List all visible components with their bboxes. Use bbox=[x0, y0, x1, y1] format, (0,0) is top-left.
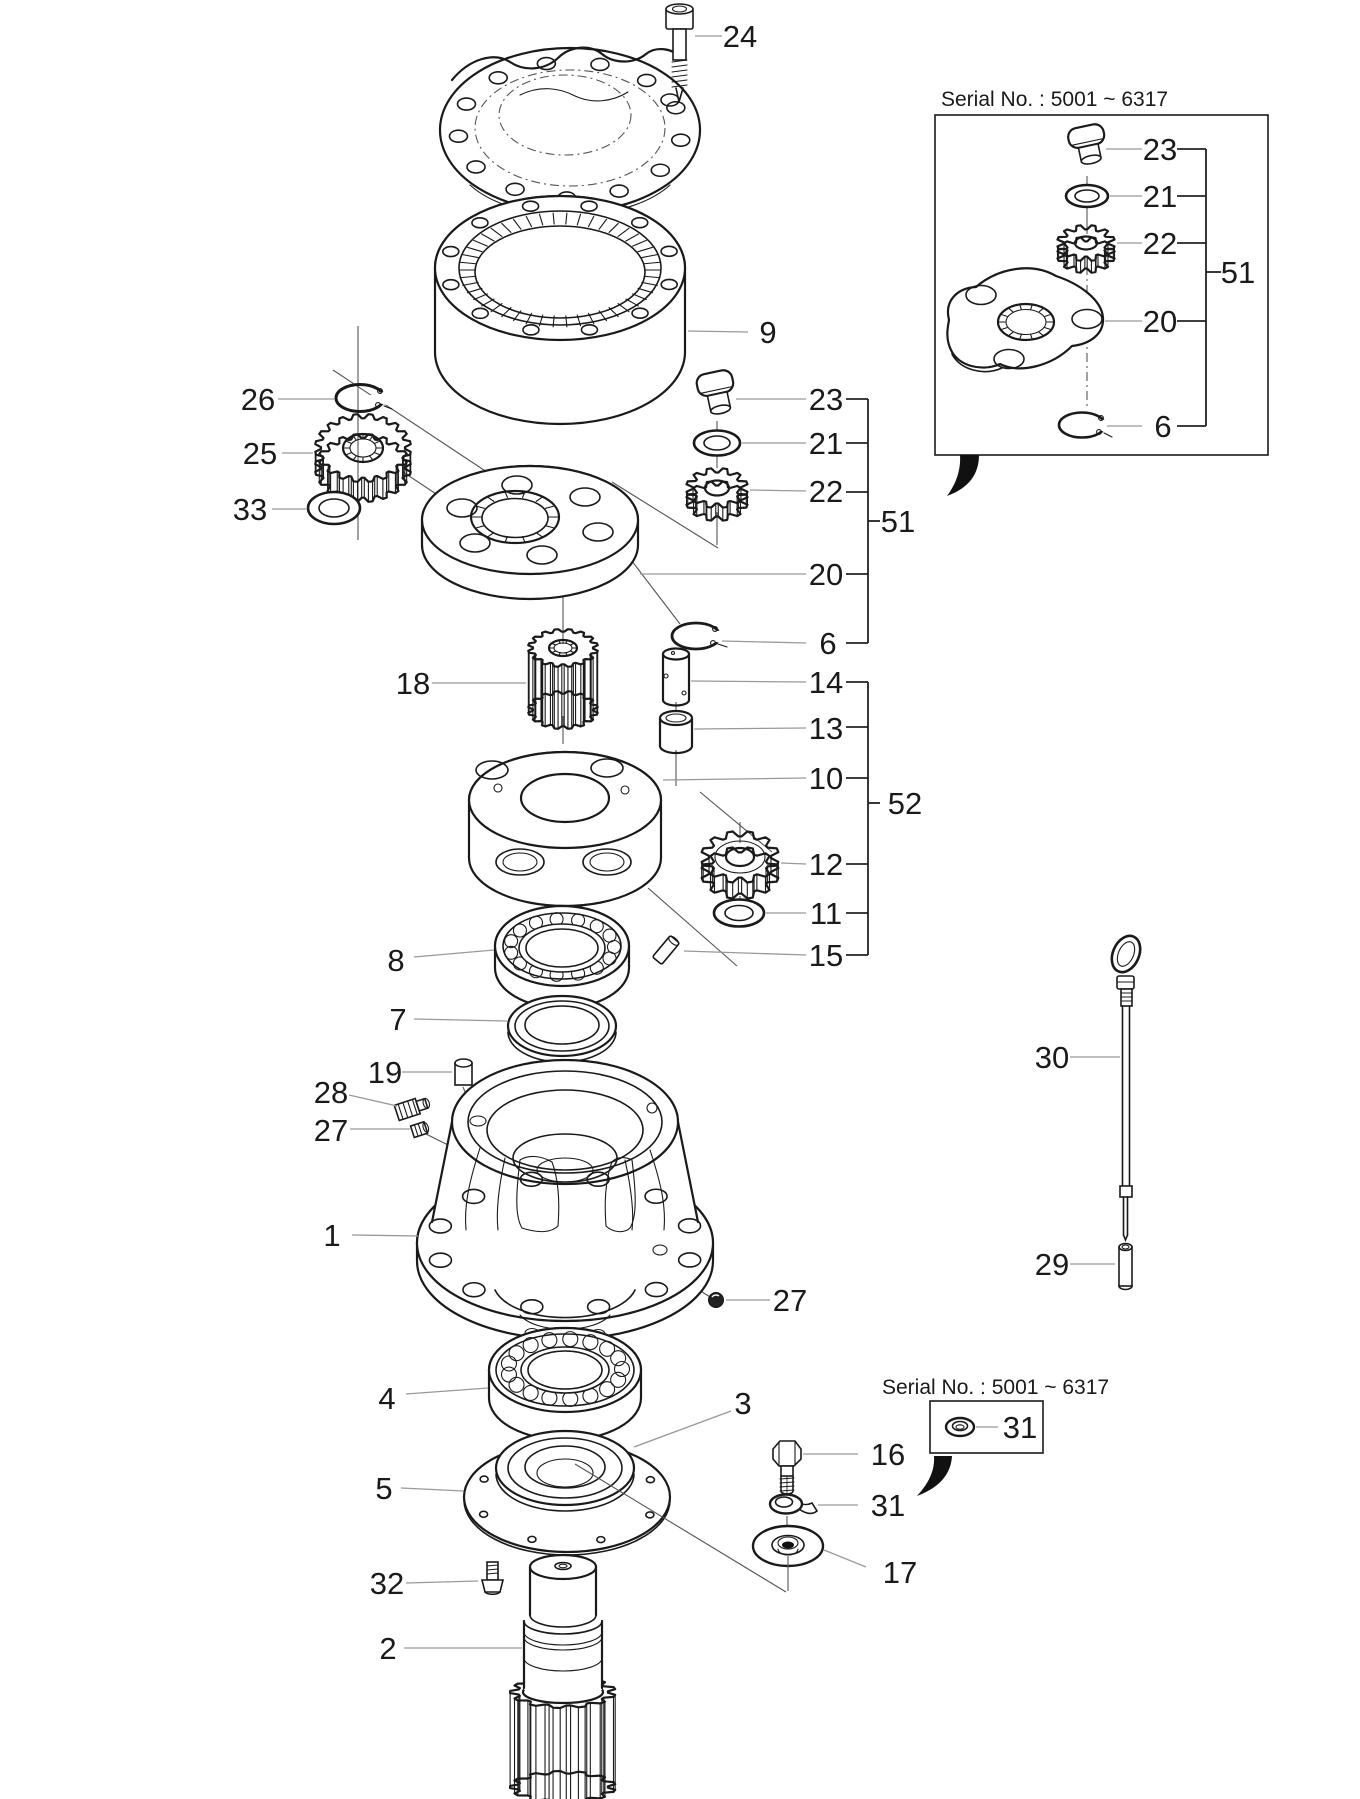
callout-inset-51: 51 bbox=[1220, 255, 1256, 290]
part-ring-gear-9 bbox=[435, 196, 685, 424]
part-pin-14 bbox=[663, 649, 689, 706]
group-bracket-51 bbox=[846, 399, 880, 643]
callout-7: 7 bbox=[389, 1002, 407, 1037]
callout-21: 21 bbox=[808, 426, 844, 461]
callout-33: 33 bbox=[232, 492, 268, 527]
serial-inset-top bbox=[935, 88, 1268, 496]
generated-shape bbox=[370, 456, 374, 460]
callout-12: 12 bbox=[808, 847, 844, 882]
part-pin-15 bbox=[652, 935, 680, 965]
generated-shape bbox=[370, 436, 374, 440]
part-washer-21 bbox=[694, 431, 740, 456]
callout-52: 52 bbox=[887, 786, 923, 821]
callout-1: 1 bbox=[323, 1218, 341, 1253]
callout-16: 16 bbox=[870, 1437, 906, 1472]
group-bracket-52 bbox=[846, 682, 880, 955]
part-plug-23 bbox=[695, 369, 739, 418]
generated-shape bbox=[350, 439, 376, 457]
callout-13: 13 bbox=[808, 711, 844, 746]
part-snap-ring-6 bbox=[672, 623, 730, 649]
part-plug-27b bbox=[709, 1293, 724, 1308]
inset-washer-31 bbox=[946, 1418, 974, 1436]
serial-title-top: Serial No. : 5001 ~ 6317 bbox=[941, 88, 1169, 111]
inset-bracket-51 bbox=[1177, 149, 1221, 426]
part-plug-19 bbox=[455, 1059, 472, 1085]
generated-shape bbox=[554, 643, 572, 653]
inset-gear-22 bbox=[1058, 225, 1115, 272]
part-gear-25 bbox=[315, 414, 410, 502]
part-carrier-10 bbox=[469, 752, 661, 906]
generated-shape bbox=[353, 436, 357, 440]
inset-plug-23 bbox=[1066, 123, 1109, 168]
inset-snap-ring-6 bbox=[1059, 413, 1115, 438]
callout-20: 20 bbox=[808, 557, 844, 592]
part-sun-gear-18 bbox=[528, 629, 597, 729]
inset-top-swoosh bbox=[947, 455, 979, 496]
callout-22: 22 bbox=[808, 474, 844, 509]
generated-shape bbox=[374, 441, 380, 444]
callout-26: 26 bbox=[240, 382, 276, 417]
serial-inset-bottom bbox=[882, 1376, 1109, 1496]
callout-51: 51 bbox=[880, 504, 916, 539]
callout-19: 19 bbox=[367, 1055, 403, 1090]
generated-shape bbox=[374, 453, 380, 456]
part-bearing-8 bbox=[495, 906, 629, 1008]
callout-32: 32 bbox=[369, 1566, 405, 1601]
callout-inset-23: 23 bbox=[1142, 132, 1178, 167]
part-roller-13 bbox=[660, 711, 692, 753]
generated-shape bbox=[687, 468, 748, 507]
callout-15: 15 bbox=[808, 938, 844, 973]
part-bearing-4 bbox=[489, 1328, 641, 1440]
callout-2: 2 bbox=[379, 1631, 397, 1666]
callout-17: 17 bbox=[882, 1555, 918, 1590]
generated-shape bbox=[353, 456, 357, 460]
callout-31: 31 bbox=[870, 1488, 906, 1523]
callout-27b: 27 bbox=[772, 1283, 808, 1318]
callout-25: 25 bbox=[242, 436, 278, 471]
inset-plate-20 bbox=[947, 268, 1103, 371]
part-washer-11 bbox=[714, 900, 764, 927]
generated-shape bbox=[1075, 237, 1097, 250]
callout-18: 18 bbox=[395, 666, 431, 701]
part-washer-33 bbox=[308, 492, 360, 524]
callout-inset-6: 6 bbox=[1154, 409, 1172, 444]
part-bolt-32 bbox=[482, 1562, 503, 1594]
inset-washer-21 bbox=[1066, 185, 1108, 207]
part-mounting-cover bbox=[440, 48, 700, 216]
part-shaft-2 bbox=[510, 1555, 615, 1799]
callout-9: 9 bbox=[759, 315, 777, 350]
callout-inset-31: 31 bbox=[1002, 1410, 1038, 1445]
part-snap-ring-26 bbox=[336, 385, 394, 412]
generated-shape bbox=[346, 453, 352, 456]
callout-8: 8 bbox=[387, 943, 405, 978]
callout-inset-20: 20 bbox=[1142, 304, 1178, 339]
part-flange-20 bbox=[422, 466, 638, 599]
callout-14: 14 bbox=[808, 665, 844, 700]
callout-23: 23 bbox=[808, 382, 844, 417]
callout-inset-22: 22 bbox=[1142, 226, 1178, 261]
part-seal-7 bbox=[508, 996, 616, 1062]
inset-bottom-swoosh bbox=[917, 1456, 952, 1496]
part-plug-28 bbox=[394, 1095, 431, 1121]
part-dipstick-30 bbox=[1106, 931, 1145, 1240]
generated-shape bbox=[726, 848, 754, 866]
callout-5: 5 bbox=[375, 1471, 393, 1506]
generated-shape bbox=[346, 441, 352, 444]
callout-10: 10 bbox=[808, 761, 844, 796]
callout-inset-21: 21 bbox=[1142, 179, 1178, 214]
generated-shape bbox=[715, 841, 765, 873]
serial-title-bottom: Serial No. : 5001 ~ 6317 bbox=[882, 1376, 1110, 1399]
part-housing-1 bbox=[417, 1060, 713, 1343]
part-tube-29 bbox=[1119, 1244, 1132, 1290]
callout-3: 3 bbox=[734, 1386, 752, 1421]
callout-24: 24 bbox=[722, 19, 758, 54]
callout-29: 29 bbox=[1034, 1247, 1070, 1282]
generated-shape bbox=[510, 1771, 615, 1799]
callout-11: 11 bbox=[809, 896, 843, 931]
part-bolt-16 bbox=[773, 1441, 801, 1494]
generated-shape bbox=[705, 481, 729, 496]
callout-28: 28 bbox=[313, 1075, 349, 1110]
callout-30: 30 bbox=[1034, 1040, 1070, 1075]
callout-4: 4 bbox=[378, 1381, 396, 1416]
part-tab-washer-31 bbox=[770, 1495, 817, 1514]
callout-27: 27 bbox=[313, 1113, 349, 1148]
callout-6: 6 bbox=[819, 626, 837, 661]
